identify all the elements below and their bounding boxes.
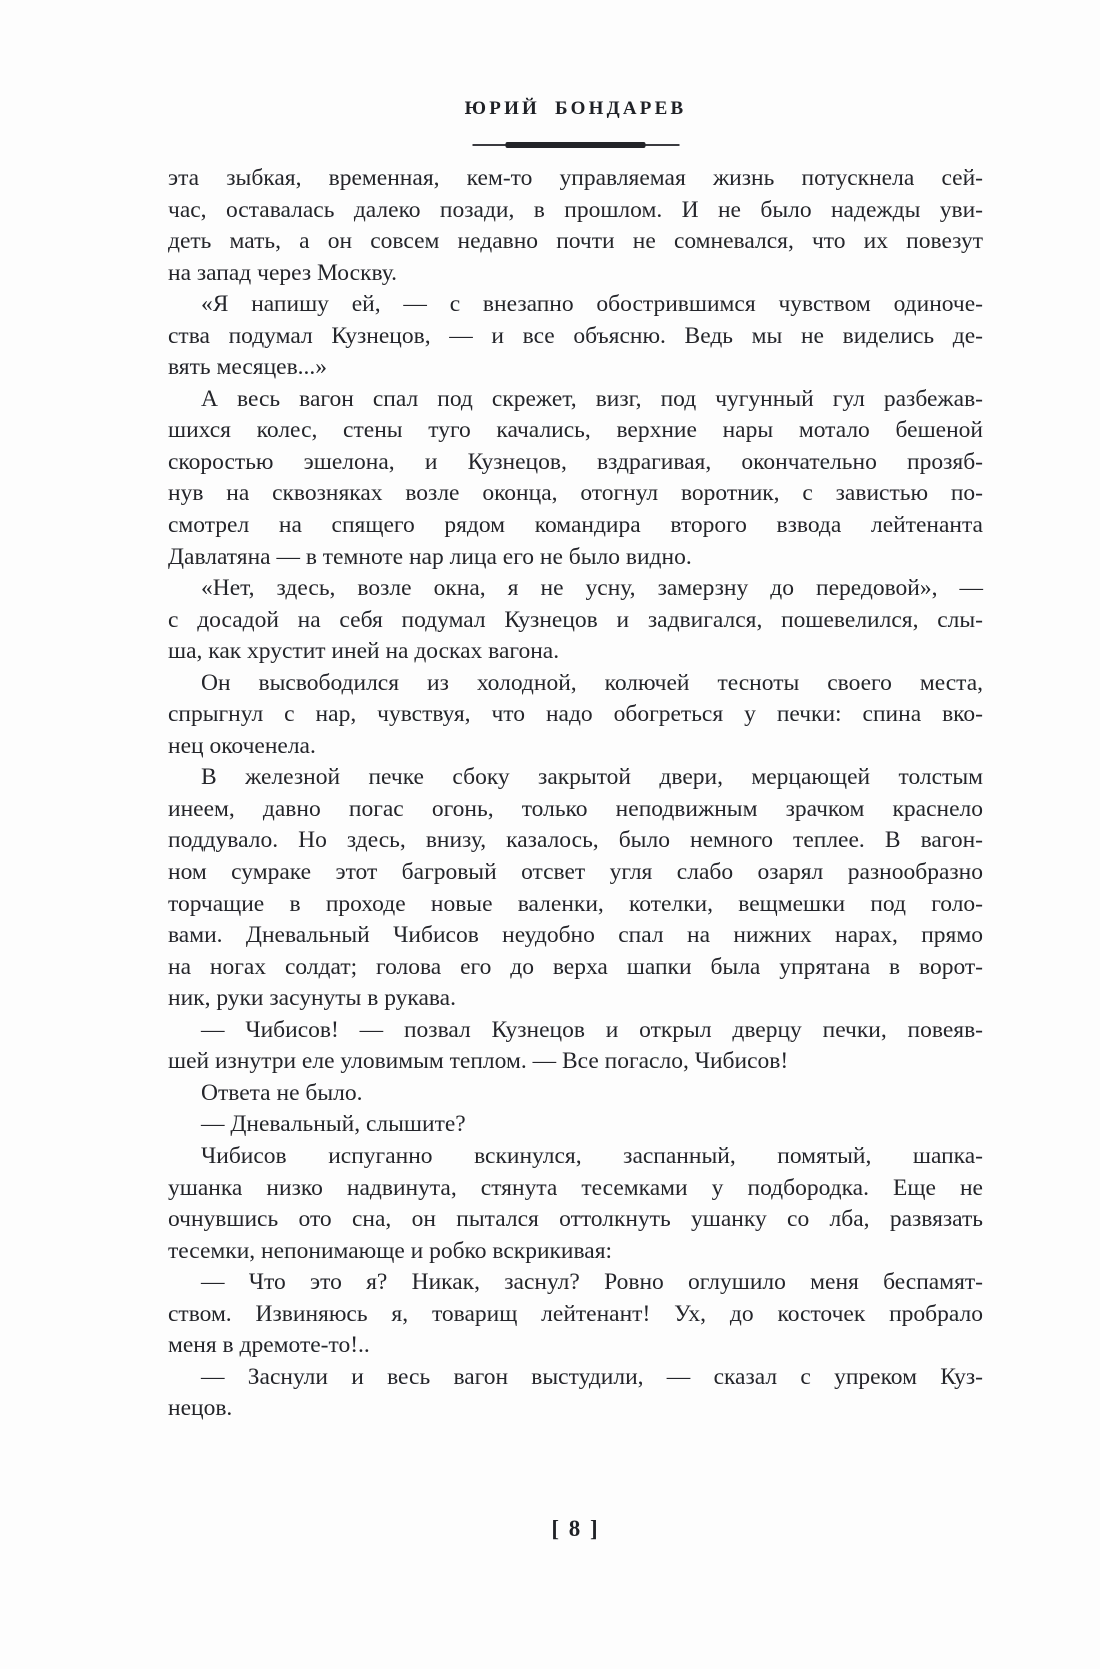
text-line: нув на сквозняках возле оконца, отогнул воротник, с завистью по- bbox=[168, 480, 983, 507]
paragraph bbox=[168, 1015, 983, 1078]
text-line: ша, как хрустит иней на досках вагона. bbox=[168, 638, 560, 665]
text-line: скоростью эшелона, и Кузнецов, вздрагивая, окончательно прозяб- bbox=[168, 448, 983, 475]
text-line: вами. Дневальный Чибисов неудобно спал на нижних нарах, прямо bbox=[168, 922, 983, 949]
paragraph bbox=[168, 1141, 983, 1267]
text-line: час, оставалась далеко позади, в прошлом. И не было надежды уви- bbox=[168, 196, 983, 223]
text-line: ник, руки засунуты в рукава. bbox=[168, 985, 456, 1012]
text-line: — Дневальный, слышите? bbox=[201, 1111, 466, 1138]
text-line: «Я напишу ей, — с внезапно обострившимся чувством одиноче- bbox=[201, 291, 983, 318]
text-line: смотрел на спящего рядом командира второго взвода лейтенанта bbox=[168, 512, 983, 539]
text-line: шихся колес, стены туго качались, верхние нары мотало бешеной bbox=[168, 417, 983, 444]
text-line: торчащие в проходе новые валенки, котелки, вещмешки под голо- bbox=[168, 890, 983, 917]
text-line: ушанка низко надвинута, стянута тесемками у подбородка. Еще не bbox=[168, 1174, 983, 1201]
text-line: А весь вагон спал под скрежет, визг, под чугунный гул разбежав- bbox=[201, 385, 983, 412]
header-rule bbox=[472, 141, 679, 148]
text-line: меня в дремоте-то!.. bbox=[168, 1332, 370, 1359]
text-line: Чибисов испуганно вскинулся, заспанный, помятый, шапка- bbox=[201, 1142, 983, 1169]
text-line: нецов. bbox=[168, 1395, 233, 1422]
text-line: шей изнутри еле уловимым теплом. — Все погасло, Чибисов! bbox=[168, 1048, 789, 1075]
text-line: деть мать, а он совсем недавно почти не сомневался, что их повезут bbox=[168, 228, 983, 255]
paragraph bbox=[168, 1362, 983, 1425]
text-line: тесемки, непонимающе и робко вскрикивая: bbox=[168, 1237, 613, 1264]
text-line: ством. Извиняюсь я, товарищ лейтенант! Ух, до косточек пробрало bbox=[168, 1300, 983, 1327]
text-line: — Чибисов! — позвал Кузнецов и открыл дверцу печки, повеяв- bbox=[201, 1016, 983, 1043]
text-line: эта зыбкая, временная, кем-то управляемая жизнь потускнела сей- bbox=[168, 165, 983, 191]
text-line: ства подумал Кузнецов, — и все объясню. Ведь мы не виделись де- bbox=[168, 322, 983, 349]
text-line: инеем, давно погас огонь, только неподвижным зрачком краснело bbox=[168, 795, 983, 822]
text-line: Давлатяна — в темноте нар лица его не было видно. bbox=[168, 543, 692, 570]
text-body bbox=[168, 163, 983, 1425]
paragraph bbox=[168, 163, 983, 289]
text-line: ном сумраке этот багровый отсвет угля слабо озарял разнообразно bbox=[168, 859, 983, 886]
paragraph bbox=[168, 762, 983, 1014]
book-page bbox=[168, 0, 983, 1669]
paragraph bbox=[168, 1078, 983, 1110]
text-line: поддувало. Но здесь, внизу, казалось, было немного теплее. В вагон- bbox=[168, 827, 983, 854]
text-line: очнувшись ото сна, он пытался оттолкнуть ушанку со лба, развязать bbox=[168, 1206, 983, 1233]
paragraph bbox=[168, 384, 983, 573]
paragraph bbox=[168, 573, 983, 668]
text-line: — Заснули и весь вагон выстудили, — сказал с упреком Куз- bbox=[201, 1363, 983, 1390]
page-number: [ 8 ] bbox=[551, 1516, 600, 1541]
text-line: — Что это я? Никак, заснул? Ровно оглушило меня беспамят- bbox=[201, 1269, 983, 1296]
text-line: вять месяцев...» bbox=[168, 354, 328, 381]
text-line: Ответа не было. bbox=[201, 1079, 363, 1106]
text-line: с досадой на себя подумал Кузнецов и задвигался, пошевелился, слы- bbox=[168, 606, 983, 633]
paragraph bbox=[168, 1109, 983, 1141]
paragraph bbox=[168, 1267, 983, 1362]
paragraph bbox=[168, 668, 983, 763]
text-line: Он высвободился из холодной, колючей тесноты своего места, bbox=[201, 669, 983, 696]
text-line: В железной печке сбоку закрытой двери, мерцающей толстым bbox=[201, 764, 983, 791]
text-line: нец окоченела. bbox=[168, 732, 316, 759]
running-head-author: ЮРИЙ БОНДАРЕВ bbox=[464, 98, 687, 119]
text-line: на запад через Москву. bbox=[168, 259, 398, 286]
rule-thick-line bbox=[506, 142, 646, 148]
text-line: спрыгнул с нар, чувствуя, что надо обогреться у печки: спина вко- bbox=[168, 701, 983, 728]
text-line: «Нет, здесь, возле окна, я не усну, замерзну до передовой», — bbox=[201, 575, 983, 602]
text-line: на ногах солдат; голова его до верха шапки была упрятана в ворот- bbox=[168, 953, 983, 980]
paragraph bbox=[168, 289, 983, 384]
